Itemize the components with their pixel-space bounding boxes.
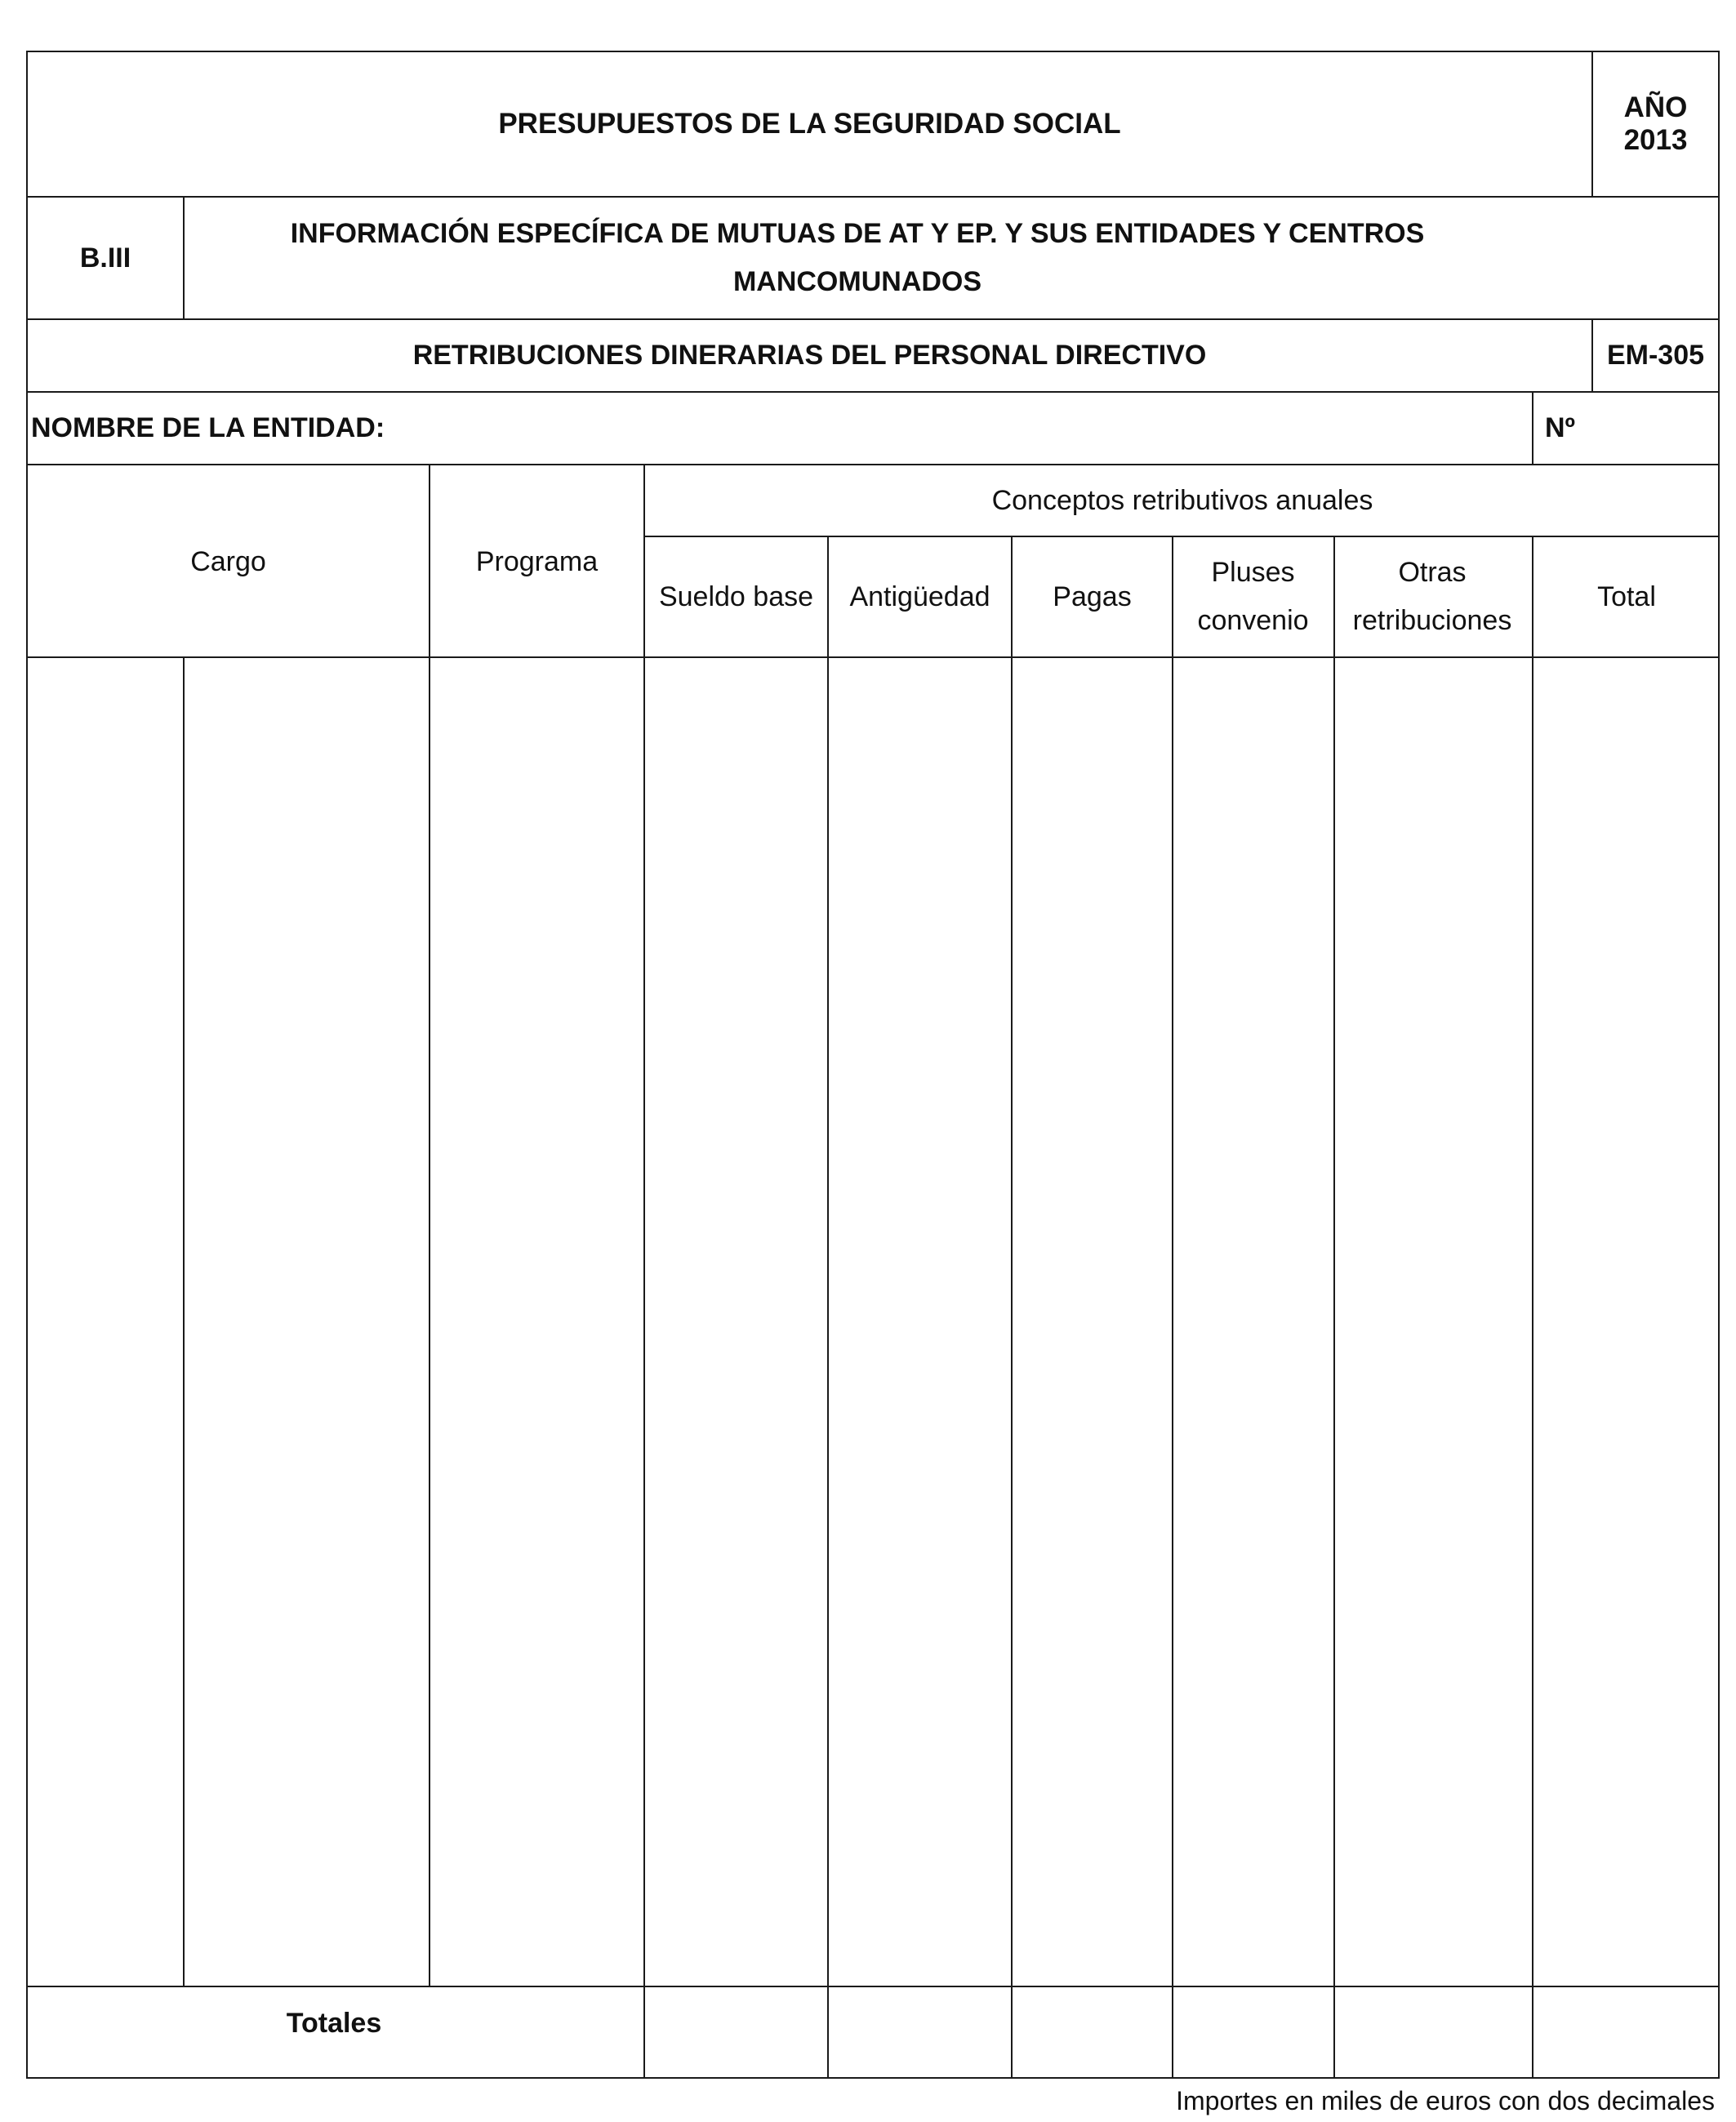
divider: [827, 536, 829, 2079]
form-title: RETRIBUCIONES DINERARIAS DEL PERSONAL DIRECTIVO: [412, 340, 1207, 371]
totals-label: Totales: [286, 2007, 382, 2039]
footer-note: Importes en miles de euros con dos decimales: [1176, 2086, 1715, 2115]
budget-title: PRESUPUESTOS DE LA SEGURIDAD SOCIAL: [498, 107, 1121, 140]
group-header-conceptos: Conceptos retributivos anuales: [991, 484, 1373, 516]
column-header-pagas: Pagas: [1053, 581, 1132, 612]
divider: [643, 464, 645, 2079]
column-header-sueldo-base: Sueldo base: [658, 581, 814, 612]
divider: [1532, 391, 1533, 464]
column-header-cargo: Cargo: [190, 545, 266, 577]
section-title: INFORMACIÓN ESPECÍFICA DE MUTUAS DE AT Y EP. Y SUS ENTIDADES Y CENTROS MANCOMUNADOS: [290, 217, 1425, 297]
divider: [1333, 536, 1335, 2079]
form-code: EM-305: [1606, 340, 1705, 371]
divider: [1532, 536, 1533, 2079]
entity-name-label: NOMBRE DE LA ENTIDAD:: [31, 412, 385, 443]
entity-number-label: Nº: [1545, 412, 1575, 443]
year-block: [1593, 52, 1718, 196]
column-header-antiguedad: Antigüedad: [849, 581, 990, 612]
divider: [643, 1986, 645, 2079]
divider: [1172, 536, 1173, 2079]
divider: [1011, 536, 1013, 2079]
divider: [429, 464, 430, 1986]
divider: [26, 656, 1720, 658]
divider: [183, 196, 185, 318]
section-code: B.III: [79, 242, 131, 274]
column-header-otras-retribuciones: Otras retribuciones: [1352, 556, 1512, 636]
column-header-total: Total: [1597, 581, 1656, 612]
year-value: 2013: [1623, 124, 1688, 156]
column-header-pluses-convenio: Pluses convenio: [1197, 556, 1309, 636]
row-guide: [183, 1012, 184, 1014]
year-label: AÑO: [1623, 91, 1688, 123]
column-header-programa: Programa: [475, 545, 599, 577]
divider: [183, 656, 185, 1986]
